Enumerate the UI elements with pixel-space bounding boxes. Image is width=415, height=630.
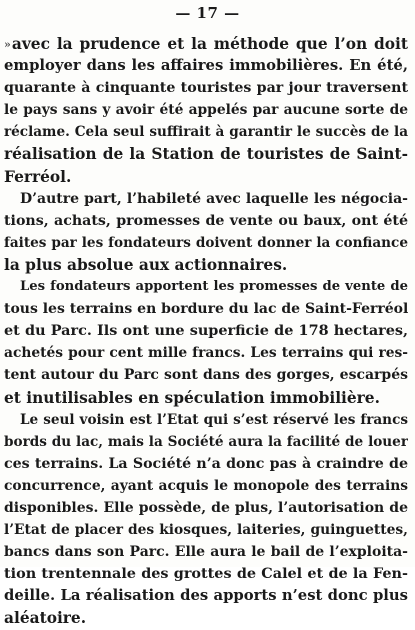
text-line: bancs dans son Parc. Elle aura le bail de l’exploita- [4, 544, 408, 561]
text-line: réclame. Cela seul suffirait à garantir le succès de la [4, 124, 408, 141]
text-line: tous les terrains en bordure du lac de Saint-Ferréol [4, 301, 408, 318]
text-line: »avec la prudence et la méthode que l’on doit [4, 33, 408, 55]
text-line: aléatoire. [4, 609, 87, 628]
text-line: D’autre part, l’habileté avec laquelle les négocia- [20, 190, 408, 207]
text-line: achetés pour cent mille francs. Les terrains qui res- [4, 345, 408, 362]
paragraph-4 [4, 409, 408, 630]
text-line: réalisation de la Station de touristes de Saint- [4, 145, 408, 164]
text-line: le pays sans y avoir été appelés par aucune sorte de [4, 102, 408, 119]
page-number: — 17 — [175, 4, 240, 22]
text-line: Les fondateurs apportent les promesses de vente de [20, 279, 408, 295]
paragraph-2 [4, 188, 408, 276]
paragraph-3 [4, 276, 408, 409]
text-line: ces terrains. La Société n’a donc pas à craindre de [4, 455, 408, 472]
body-text [4, 33, 408, 630]
text-line: disponibles. Elle possède, de plus, l’autorisation de [4, 499, 408, 516]
text-line: tion trentennale des grottes de Calel et de la Fen- [4, 565, 408, 583]
margin-mark: » [4, 37, 11, 51]
paragraph-1 [4, 33, 408, 188]
text-line: faites par les fondateurs doivent donner la confiance [4, 234, 408, 251]
text-line: et inutilisables en spéculation immobilière. [4, 388, 380, 407]
text-line: tent autour du Parc sont dans des gorges, escarpés [4, 367, 408, 384]
text-line: employer dans les affaires immobilières. En été, [4, 57, 408, 75]
text-line: Le seul voisin est l’Etat qui s’est réservé les francs [20, 411, 408, 428]
text-line: l’Etat de placer des kiosques, laiteries, guinguettes, [4, 522, 408, 539]
text-line [4, 166, 408, 188]
text-line: la plus absolue aux actionnaires. [4, 255, 288, 274]
text-line: concurrence, ayant acquis le monopole des terrains [4, 477, 408, 494]
text-line: quarante à cinquante touristes par jour traversent [4, 80, 408, 97]
text-line: deille. La réalisation des apports n’est donc plus [4, 587, 408, 605]
place-name-bold: Ferréol. [4, 167, 72, 186]
text-line: bords du lac, mais la Société aura la facilité de louer [4, 433, 408, 450]
text-line: tions, achats, promesses de vente ou baux, ont été [4, 212, 408, 229]
place-name-bold: Saint- [356, 145, 408, 164]
text-line: et du Parc. Ils ont une superficie de 178 hectares, [4, 322, 408, 340]
